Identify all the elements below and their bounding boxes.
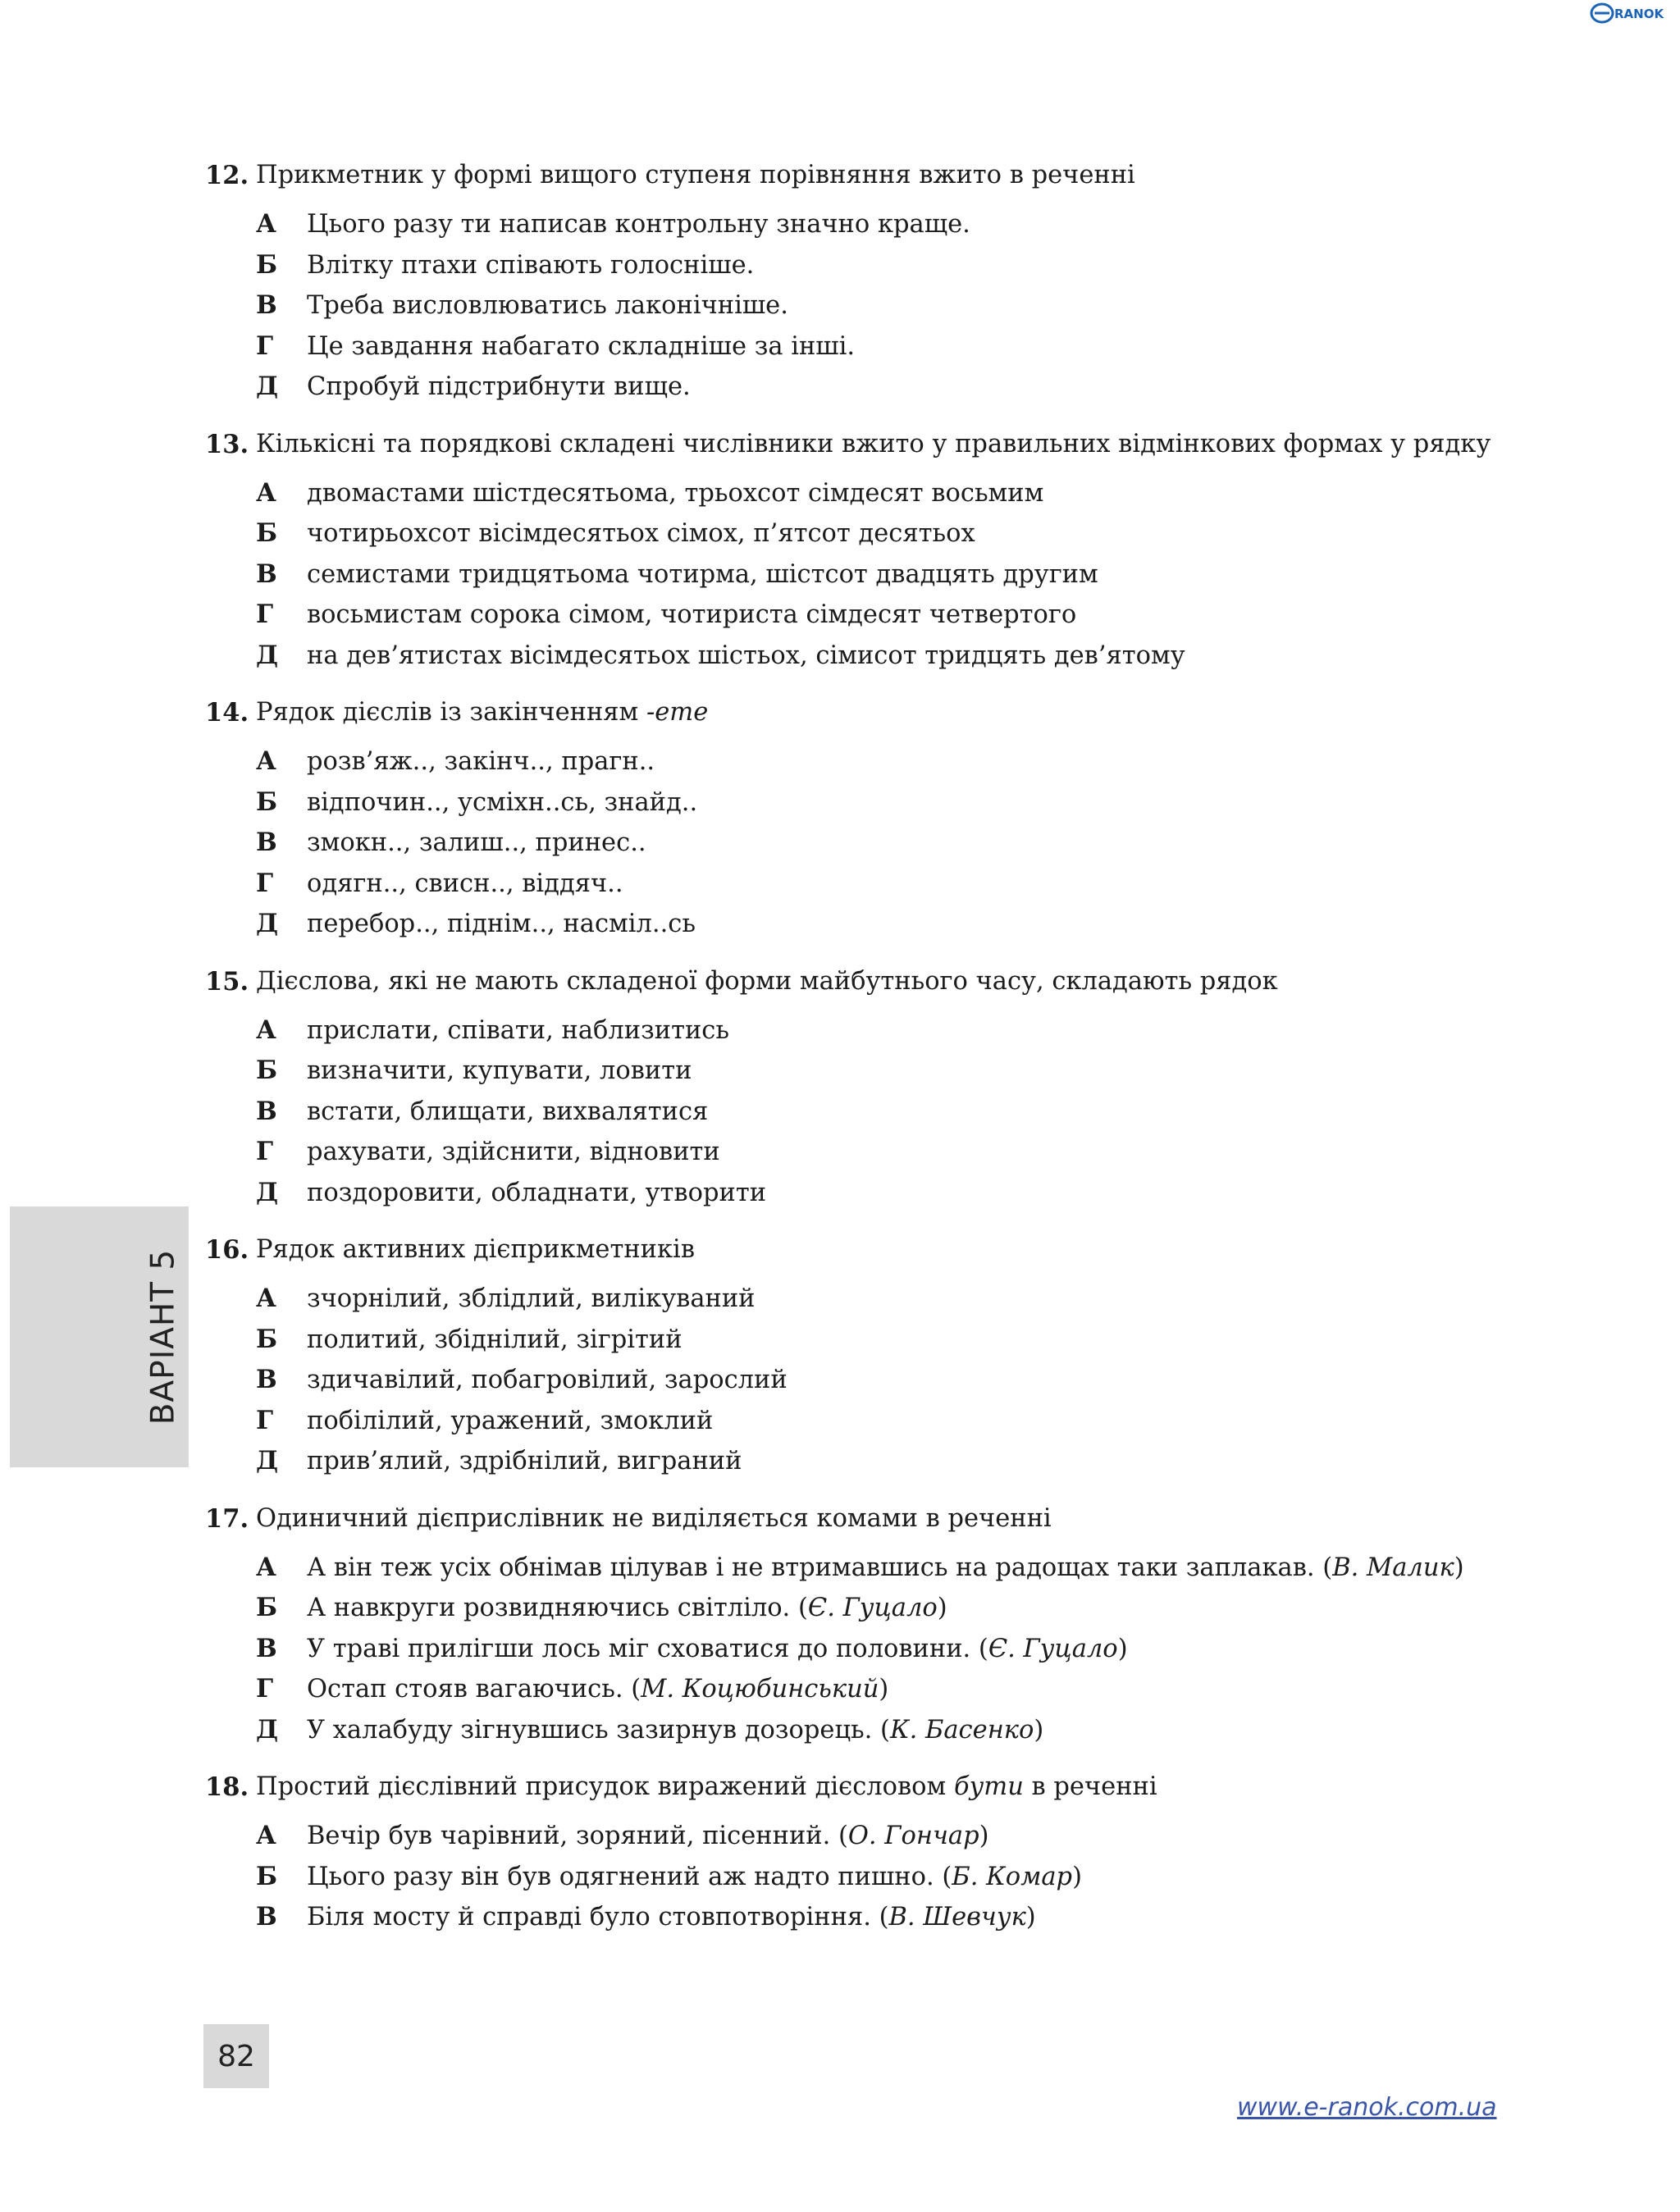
option-letter: В: [256, 1902, 277, 1932]
answer-options: [256, 1548, 1591, 1751]
option-text: визначити, купувати, ловити: [307, 1056, 692, 1085]
question-text: [205, 158, 1591, 193]
option-text: Влітку птахи співають голосніше.: [307, 250, 755, 280]
answer-option: [256, 595, 1591, 636]
option-text: прислати, співати, наблизитись: [307, 1015, 729, 1045]
answer-option: [256, 285, 1591, 326]
answer-option: [256, 1710, 1591, 1751]
site-url-link[interactable]: www.e-ranok.com.ua: [1237, 2093, 1497, 2122]
question-number: 15.: [205, 966, 249, 997]
answer-option: [256, 513, 1591, 554]
question-13: [205, 427, 1591, 677]
answer-option: [256, 1669, 1591, 1710]
option-text: Цього разу він був одягнений аж надто пишно. (: [307, 1862, 952, 1891]
answer-option: [256, 1401, 1591, 1442]
question-stem: Простий дієслівний присудок виражений дієсловом: [256, 1772, 954, 1801]
option-text: здичавілий, побагровілий, зарослий: [307, 1366, 788, 1394]
option-letter: Д: [256, 1446, 279, 1475]
option-letter: Б: [256, 1056, 278, 1085]
question-stem: Кількісні та порядкові складені числівники вжито у правильних відмінкових формах у рядку: [256, 429, 1491, 458]
option-author: В. Шевчук: [888, 1903, 1026, 1932]
closing-paren: ): [1454, 1553, 1464, 1582]
answer-option: [256, 636, 1591, 677]
option-author: М. Коцюбинський: [641, 1675, 879, 1703]
option-text: на дев’ятистах вісімдесятьох шістьох, сімисот тридцять дев’ятому: [307, 641, 1185, 670]
answer-option: [256, 367, 1591, 408]
option-author: Є. Гуцало: [807, 1594, 938, 1622]
option-author: О. Гончар: [847, 1822, 979, 1850]
answer-option: [256, 1588, 1591, 1629]
answer-option: [256, 554, 1591, 595]
option-text: поздоровити, обладнати, утворити: [307, 1178, 767, 1207]
option-author: К. Басенко: [889, 1715, 1034, 1745]
option-author: Б. Комар: [952, 1862, 1073, 1891]
answer-options: [256, 1010, 1591, 1214]
option-text: Цього разу ти написав контрольну значно краще.: [307, 210, 970, 239]
question-stem-italic: -ете: [646, 698, 709, 727]
question-text: [205, 1770, 1591, 1804]
option-letter: Г: [256, 868, 274, 898]
option-letter: А: [256, 1015, 276, 1045]
answer-option: [256, 1857, 1591, 1898]
option-text: А навкруги розвидняючись світліло. (: [307, 1594, 808, 1622]
answer-option: [256, 1092, 1591, 1133]
answer-option: [256, 904, 1591, 945]
answer-option: [256, 1360, 1591, 1401]
option-author: Є. Гуцало: [988, 1634, 1118, 1663]
answer-option: [256, 741, 1591, 782]
question-14: [205, 696, 1591, 945]
question-stem: Одиничний дієприслівник не виділяється комами в реченні: [256, 1503, 1052, 1533]
option-text: Треба висловлюватись лаконічніше.: [307, 291, 788, 320]
closing-paren: ): [1117, 1634, 1128, 1663]
option-text: зчорнілий, зблідлий, вилікуваний: [307, 1284, 756, 1313]
question-text: [205, 1233, 1591, 1267]
option-text: восьмистам сорока сімом, чотириста сімдесят четвертого: [307, 600, 1077, 629]
svg-text:RANOK: RANOK: [1614, 7, 1664, 21]
option-text: У траві прилігши лось міг сховатися до половини. (: [307, 1634, 988, 1663]
answer-option: [256, 1441, 1591, 1482]
option-text: А він теж усіх обнімав цілував і не втримавшись на радощах таки заплакав. (: [307, 1553, 1333, 1582]
option-letter: А: [256, 1821, 276, 1850]
question-stem: Дієслова, які не мають складеної форми майбутнього часу, складають рядок: [256, 966, 1278, 996]
page-number: 82: [203, 2024, 269, 2088]
option-text: У халабуду зігнувшись зазирнув дозорець. (: [307, 1715, 890, 1745]
answer-option: [256, 1051, 1591, 1092]
question-text: [205, 1502, 1591, 1536]
question-stem-italic: бути: [953, 1772, 1024, 1801]
question-stem-end: в реченні: [1023, 1772, 1157, 1801]
option-letter: В: [256, 1365, 277, 1394]
answer-option: [256, 204, 1591, 245]
option-letter: Г: [256, 331, 274, 361]
answer-option: [256, 864, 1591, 905]
answer-option: [256, 1897, 1591, 1938]
option-text: перебор.., піднім.., насміл..сь: [307, 910, 696, 938]
option-text: змокн.., залиш.., принес..: [307, 828, 646, 857]
closing-paren: ): [1072, 1862, 1082, 1891]
question-text: [205, 427, 1591, 462]
answer-option: [256, 1173, 1591, 1214]
question-number: 16.: [205, 1235, 249, 1265]
closing-paren: ): [879, 1675, 889, 1703]
option-text: встати, блищати, вихвалятися: [307, 1097, 709, 1126]
option-text: побілілий, уражений, змоклий: [307, 1406, 714, 1435]
option-text: чотирьохсот вісімдесятьох сімох, п’ятсот десятьох: [307, 519, 975, 548]
question-15: [205, 965, 1591, 1214]
answer-option: [256, 1816, 1591, 1857]
option-text: политий, збіднілий, зігрітий: [307, 1325, 682, 1354]
option-letter: Б: [256, 1861, 278, 1891]
question-text: [205, 965, 1591, 999]
option-letter: Б: [256, 1324, 278, 1354]
question-stem: Прикметник у формі вищого ступеня порівняння вжито в реченні: [256, 161, 1135, 189]
option-letter: Б: [256, 1593, 278, 1622]
option-text: Вечір був чарівний, зоряний, пісенний. (: [307, 1822, 848, 1850]
question-16: [205, 1233, 1591, 1482]
option-letter: В: [256, 559, 277, 589]
option-letter: Г: [256, 1137, 274, 1166]
option-letter: А: [256, 477, 276, 508]
option-letter: В: [256, 290, 277, 320]
answer-option: [256, 1320, 1591, 1361]
option-letter: В: [256, 828, 277, 857]
e-ranok-logo: [1590, 2, 1665, 25]
variant-label: ВАРІАНТ 5: [144, 1248, 182, 1425]
question-12: [205, 158, 1591, 408]
answer-option: [256, 1132, 1591, 1173]
answer-options: [256, 741, 1591, 945]
option-text: розв’яж.., закінч.., прагн..: [307, 747, 655, 776]
answer-options: [256, 1816, 1591, 1938]
answer-option: [256, 1279, 1591, 1320]
question-number: 12.: [205, 161, 249, 190]
option-text: Це завдання набагато складніше за інші.: [307, 331, 856, 361]
question-stem: Рядок активних дієприкметників: [256, 1235, 695, 1264]
question-stem: Рядок дієслів із закінченням: [256, 698, 646, 727]
answer-option: [256, 326, 1591, 367]
option-letter: А: [256, 1552, 276, 1582]
option-text: семистами тридцятьома чотирма, шістсот двадцять другим: [307, 559, 1098, 589]
option-letter: Б: [256, 518, 278, 548]
closing-paren: ): [1025, 1903, 1036, 1932]
option-letter: В: [256, 1633, 277, 1663]
option-letter: Д: [256, 1714, 279, 1745]
option-letter: А: [256, 1284, 276, 1313]
option-letter: В: [256, 1096, 277, 1126]
option-text: Біля мосту й справді було стовпотворіння. (: [307, 1903, 889, 1932]
option-letter: Д: [256, 909, 279, 938]
answer-option: [256, 473, 1591, 514]
option-letter: Б: [256, 787, 278, 817]
question-number: 17.: [205, 1503, 249, 1534]
option-text: відпочин.., усміхн..сь, знайд..: [307, 787, 698, 817]
option-text: одягн.., свисн.., віддяч..: [307, 869, 623, 898]
option-text: рахувати, здійснити, відновити: [307, 1138, 720, 1166]
option-letter: Г: [256, 600, 274, 629]
closing-paren: ): [937, 1594, 947, 1622]
question-number: 14.: [205, 698, 249, 727]
answer-options: [256, 204, 1591, 408]
answer-option: [256, 245, 1591, 286]
option-letter: Д: [256, 372, 279, 401]
option-text: прив’ялий, здрібнілий, виграний: [307, 1447, 742, 1475]
option-author: В. Малик: [1332, 1553, 1454, 1582]
question-18: [205, 1770, 1591, 1938]
answer-option: [256, 782, 1591, 823]
question-number: 18.: [205, 1772, 249, 1802]
question-number: 13.: [205, 429, 249, 459]
option-letter: Д: [256, 1177, 279, 1207]
option-letter: Д: [256, 640, 279, 670]
option-text: Спробуй підстрибнути вище.: [307, 372, 691, 401]
option-letter: А: [256, 209, 276, 239]
option-letter: Б: [256, 249, 278, 280]
question-17: [205, 1502, 1591, 1751]
option-text: Остап стояв вагаючись. (: [307, 1675, 641, 1703]
answer-option: [256, 823, 1591, 864]
option-letter: Г: [256, 1405, 274, 1435]
answer-options: [256, 473, 1591, 677]
option-letter: Г: [256, 1674, 274, 1703]
answer-option: [256, 1548, 1591, 1589]
questions-list: [205, 158, 1591, 1958]
option-letter: А: [256, 746, 276, 776]
answer-option: [256, 1629, 1591, 1670]
closing-paren: ): [1034, 1715, 1044, 1745]
answer-option: [256, 1010, 1591, 1051]
option-text: двомастами шістдесятьома, трьохсот сімдесят восьмим: [307, 478, 1044, 508]
answer-options: [256, 1279, 1591, 1482]
question-text: [205, 696, 1591, 730]
closing-paren: ): [979, 1822, 989, 1850]
